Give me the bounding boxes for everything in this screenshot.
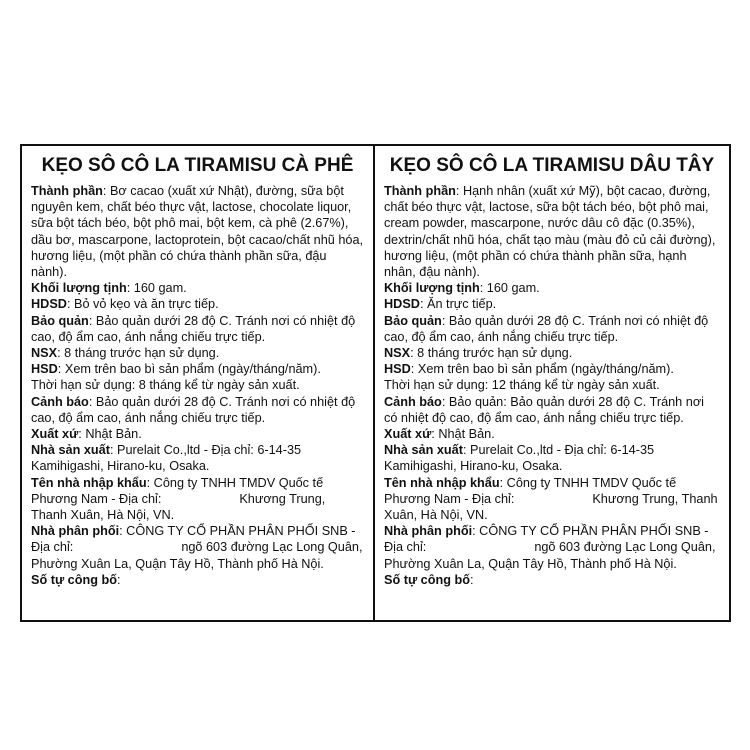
label-title: KẸO SÔ CÔ LA TIRAMISU DÂU TÂY bbox=[389, 155, 715, 176]
row-key: HDSD bbox=[384, 297, 420, 312]
row-key: Cảnh báo bbox=[384, 394, 442, 409]
label-title: KẸO SÔ CÔ LA TIRAMISU CÀ PHÊ bbox=[41, 155, 354, 176]
label-row: Xuất xứ: Nhật Bản. bbox=[31, 427, 142, 442]
row-value: Xem trên bao bì sản phẩm (ngày/tháng/năm). bbox=[417, 362, 674, 377]
label-row: HSD: Xem trên bao bì sản phẩm (ngày/tháng/năm). bbox=[31, 362, 321, 377]
row-value-continued: ngõ 603 đường Lạc Long Quân, Phường Xuân La, Quận Tây Hồ, Thành phố Hà Nội. bbox=[384, 540, 716, 571]
label-row: Nhà sản xuất: Purelait Co.,ltd - Địa chỉ: 6-14-35 Kamihigashi, Hirano-ku, Osaka. bbox=[31, 443, 302, 474]
row-key: Xuất xứ bbox=[31, 427, 79, 442]
label-row: NSX: 8 tháng trước hạn sử dụng. bbox=[31, 346, 220, 361]
row-value: Công ty TNHH TMDV Quốc tế Phương Nam - Địa chỉ: bbox=[384, 475, 677, 506]
label-row: Bảo quản: Bảo quản dưới 28 độ C. Tránh nơi có nhiệt độ cao, độ ẩm cao, ánh nắng chiếu trực tiếp. bbox=[384, 313, 709, 344]
row-key: Nhà phân phối bbox=[384, 524, 473, 539]
row-value: CÔNG TY CỔ PHẦN PHÂN PHỐI SNB - Địa chỉ: bbox=[384, 524, 709, 555]
label-row: Tên nhà nhập khẩu: Công ty TNHH TMDV Quốc tế Phương Nam - Địa chỉ: Khương Trung, Thanh Xuân, Hà Nội, VN. bbox=[31, 475, 326, 523]
label-row: Thành phần: Hạnh nhân (xuất xứ Mỹ), bột cacao, đường, chất béo thực vật, lactose, sữa bột tách béo, bột phô mai, cream powder, mascarpone, nước dâu cô đặc (0.35%), dextrin/chất nhũ hóa, chất tạo màu (màu đỏ củ cải đường), hương liệu, (một phần có chứa thành phần sữa, hạnh nhân, đậu nành). bbox=[384, 184, 716, 280]
row-key: Bảo quản bbox=[31, 313, 89, 328]
row-value: 8 tháng trước hạn sử dụng. bbox=[417, 346, 573, 361]
row-value: Công ty TNHH TMDV Quốc tế Phương Nam - Địa chỉ: bbox=[31, 475, 324, 506]
label-left bbox=[20, 144, 375, 622]
label-row: Cảnh báo: Bảo quản: Bảo quản dưới 28 độ C. Tránh nơi có nhiệt độ cao, độ ẩm cao, ánh nắng chiếu trực tiếp. bbox=[384, 394, 704, 425]
label-row: Cảnh báo: Bảo quản dưới 28 độ C. Tránh nơi có nhiệt độ cao, độ ẩm cao, ánh nắng chiếu trực tiếp. bbox=[31, 394, 356, 425]
row-key: HDSD bbox=[31, 297, 67, 312]
label-row: Xuất xứ: Nhật Bản. bbox=[384, 427, 495, 442]
label-row: HDSD: Bỏ vỏ kẹo và ăn trực tiếp. bbox=[31, 297, 219, 312]
label-body bbox=[31, 183, 364, 588]
label-right bbox=[375, 144, 731, 622]
row-value: Purelait Co.,ltd - Địa chỉ: 6-14-35 Kamihigashi, Hirano-ku, Osaka. bbox=[31, 443, 302, 474]
row-value: CÔNG TY CỔ PHẦN PHÂN PHỐI SNB - Địa chỉ: bbox=[31, 524, 356, 555]
row-value: Bảo quản dưới 28 độ C. Tránh nơi có nhiệt độ cao, độ ẩm cao, ánh nắng chiếu trực tiếp. bbox=[31, 394, 356, 425]
row-key: HSD bbox=[31, 362, 58, 377]
label-row: Số tự công bố: bbox=[384, 572, 474, 587]
label-row: Số tự công bố: bbox=[31, 572, 121, 587]
row-key: Tên nhà nhập khẩu bbox=[384, 475, 500, 490]
label-row: Nhà phân phối: CÔNG TY CỔ PHẦN PHÂN PHỐI SNB - Địa chỉ: ngõ 603 đường Lạc Long Quân, Phường Xuân La, Quận Tây Hồ, Thành phố Hà Nội. bbox=[31, 524, 363, 571]
label-body bbox=[384, 183, 720, 588]
label-row: Thành phần: Bơ cacao (xuất xứ Nhật), đường, sữa bột nguyên kem, chất béo thực vật, lactose, chocolate liquor, sữa bột tách béo, bột phô mai, bột kem, cà phê (2.67%), dầu bơ, mascarpone, lactoprotein, bột cacao/chất nhũ hóa, hương liệu, (một phần có chứa thành phần sữa, đậu nành). bbox=[31, 184, 364, 280]
label-row: NSX: 8 tháng trước hạn sử dụng. bbox=[384, 346, 573, 361]
label-row: Tên nhà nhập khẩu: Công ty TNHH TMDV Quốc tế Phương Nam - Địa chỉ: Khương Trung, Thanh Xuân, Hà Nội, VN. bbox=[384, 475, 718, 523]
row-key: Tên nhà nhập khẩu bbox=[31, 475, 147, 490]
row-key: NSX bbox=[384, 346, 411, 361]
row-value: Hạnh nhân (xuất xứ Mỹ), bột cacao, đường, chất béo thực vật, lactose, sữa bột tách béo, bột phô mai, cream powder, mascarpone, nước dâu cô đặc (0.35%), dextrin/chất nhũ hóa, chất tạo màu (màu đỏ củ cải đường), hương liệu, (một phần có chứa thành phần sữa, hạnh nhân, đậu nành). bbox=[384, 184, 716, 280]
label-row: Nhà phân phối: CÔNG TY CỔ PHẦN PHÂN PHỐI SNB - Địa chỉ: ngõ 603 đường Lạc Long Quân, Phường Xuân La, Quận Tây Hồ, Thành phố Hà Nội. bbox=[384, 524, 716, 571]
row-value: Bảo quản dưới 28 độ C. Tránh nơi có nhiệt độ cao, độ ẩm cao, ánh nắng chiếu trực tiếp. bbox=[384, 313, 709, 344]
row-key: Nhà sản xuất bbox=[31, 443, 110, 458]
row-value: Xem trên bao bì sản phẩm (ngày/tháng/năm). bbox=[64, 362, 321, 377]
row-value: Thời hạn sử dụng: 8 tháng kể từ ngày sản xuất. bbox=[31, 378, 300, 393]
row-value: Bảo quản dưới 28 độ C. Tránh nơi có nhiệt độ cao, độ ẩm cao, ánh nắng chiếu trực tiếp. bbox=[31, 313, 356, 344]
row-key: Khối lượng tịnh bbox=[31, 281, 127, 296]
label-row bbox=[384, 377, 720, 393]
row-value: 8 tháng trước hạn sử dụng. bbox=[64, 346, 220, 361]
row-key: Xuất xứ bbox=[384, 427, 432, 442]
label-row: Bảo quản: Bảo quản dưới 28 độ C. Tránh nơi có nhiệt độ cao, độ ẩm cao, ánh nắng chiếu trực tiếp. bbox=[31, 313, 356, 344]
row-key: Số tự công bố bbox=[31, 572, 118, 587]
row-value-continued: Khương Trung, Thanh Xuân, Hà Nội, VN. bbox=[31, 491, 326, 523]
label-row: HSD: Xem trên bao bì sản phẩm (ngày/tháng/năm). bbox=[384, 362, 674, 377]
row-value: Purelait Co.,ltd - Địa chỉ: 6-14-35 Kamihigashi, Hirano-ku, Osaka. bbox=[384, 443, 655, 474]
row-value: Bơ cacao (xuất xứ Nhật), đường, sữa bột nguyên kem, chất béo thực vật, lactose, chocolate liquor, sữa bột tách béo, bột phô mai, bột kem, cà phê (2.67%), dầu bơ, mascarpone, lactoprotein, bột cacao/chất nhũ hóa, hương liệu, (một phần có chứa thành phần sữa, đậu nành). bbox=[31, 184, 364, 280]
row-key: Cảnh báo bbox=[31, 394, 89, 409]
label-row: Nhà sản xuất: Purelait Co.,ltd - Địa chỉ: 6-14-35 Kamihigashi, Hirano-ku, Osaka. bbox=[384, 443, 655, 474]
row-key: Bảo quản bbox=[384, 313, 442, 328]
row-value: Bỏ vỏ kẹo và ăn trực tiếp. bbox=[74, 297, 219, 312]
row-value-continued: ngõ 603 đường Lạc Long Quân, Phường Xuân La, Quận Tây Hồ, Thành phố Hà Nội. bbox=[31, 540, 363, 571]
row-value: Thời hạn sử dụng: 12 tháng kể từ ngày sản xuất. bbox=[384, 378, 660, 393]
row-key: Thành phần bbox=[384, 184, 456, 198]
row-value: 160 gam. bbox=[133, 281, 187, 296]
row-value: Nhật Bản. bbox=[438, 427, 495, 442]
row-key: Nhà phân phối bbox=[31, 524, 120, 539]
row-value: Nhật Bản. bbox=[85, 427, 142, 442]
row-key: Nhà sản xuất bbox=[384, 443, 463, 458]
row-value: Bảo quản: Bảo quản dưới 28 độ C. Tránh nơi có nhiệt độ cao, độ ẩm cao, ánh nắng chiếu trực tiếp. bbox=[384, 394, 704, 425]
row-key: HSD bbox=[384, 362, 411, 377]
label-row: HDSD: Ăn trực tiếp. bbox=[384, 297, 497, 312]
label-row: Khối lượng tịnh: 160 gam. bbox=[384, 281, 540, 296]
label-row bbox=[31, 377, 364, 393]
row-key: Thành phần bbox=[31, 184, 103, 198]
row-key: Số tự công bố bbox=[384, 572, 471, 587]
label-row: Khối lượng tịnh: 160 gam. bbox=[31, 281, 187, 296]
row-value: 160 gam. bbox=[486, 281, 540, 296]
row-key: NSX bbox=[31, 346, 58, 361]
row-value: Ăn trực tiếp. bbox=[427, 297, 497, 312]
row-key: Khối lượng tịnh bbox=[384, 281, 480, 296]
row-value-continued: Khương Trung, Thanh Xuân, Hà Nội, VN. bbox=[384, 491, 718, 523]
